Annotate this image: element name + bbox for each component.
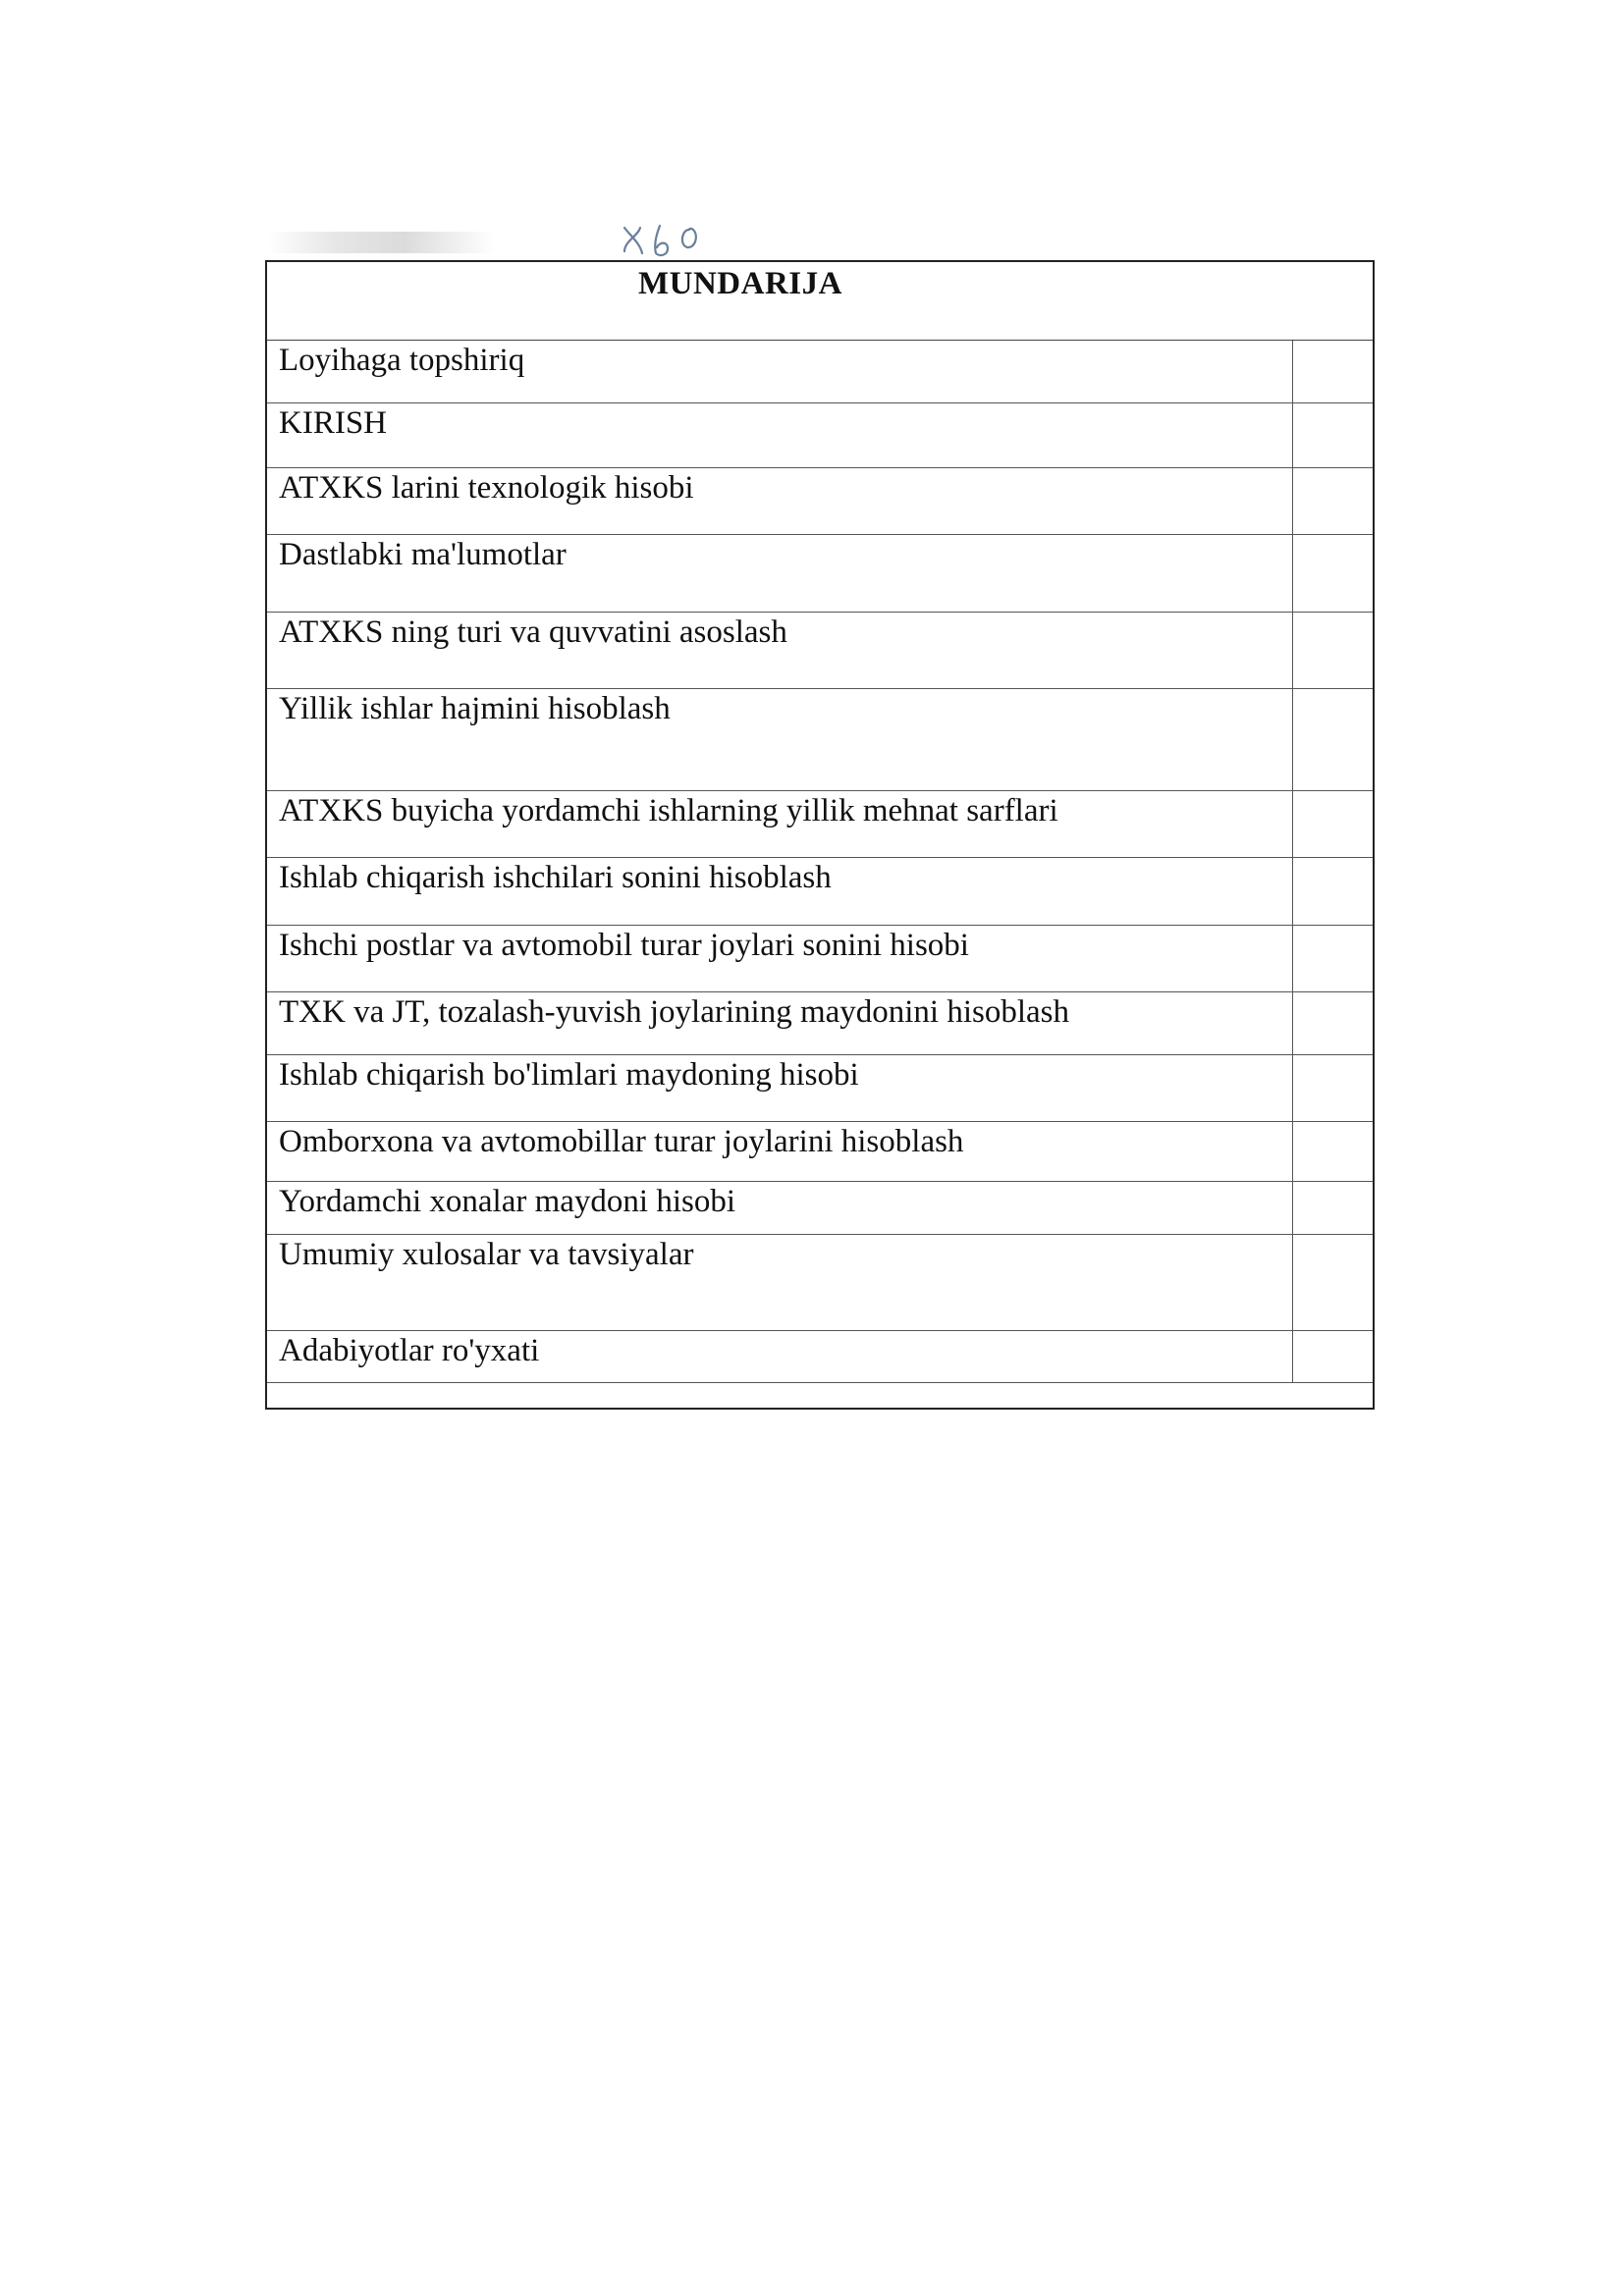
toc-page-number bbox=[1292, 1122, 1373, 1181]
toc-row bbox=[267, 403, 1373, 468]
toc-row bbox=[267, 1182, 1373, 1235]
toc-item-label: Umumiy xulosalar va tavsiyalar bbox=[279, 1237, 694, 1272]
toc-item-label: TXK va JT, tozalash-yuvish joylarining maydonini hisoblash bbox=[279, 994, 1070, 1030]
toc-item-label: Omborxona va avtomobillar turar joylarini hisoblash bbox=[279, 1124, 964, 1159]
toc-page-number bbox=[1292, 858, 1373, 925]
toc-item-label: KIRISH bbox=[279, 405, 388, 441]
toc-item-label: Ishlab chiqarish bo'limlari maydoning hisobi bbox=[279, 1057, 859, 1093]
toc-page-number bbox=[1292, 1055, 1373, 1121]
toc-item-label: Ishchi postlar va avtomobil turar joylari sonini hisobi bbox=[279, 928, 969, 963]
toc-page-number bbox=[1292, 926, 1373, 991]
toc-page-number bbox=[1292, 403, 1373, 467]
toc-footer bbox=[267, 1383, 1373, 1408]
toc-page-number bbox=[1292, 791, 1373, 857]
toc-row bbox=[267, 535, 1373, 613]
toc-item-label: Dastlabki ma'lumotlar bbox=[279, 537, 567, 572]
toc-item-label: ATXKS larini texnologik hisobi bbox=[279, 470, 694, 506]
toc-row bbox=[267, 341, 1373, 403]
toc-page-number bbox=[1292, 689, 1373, 790]
toc-header bbox=[267, 262, 1373, 341]
toc-page-number bbox=[1292, 535, 1373, 612]
toc-row bbox=[267, 1122, 1373, 1182]
handwritten-number-mark bbox=[619, 222, 717, 261]
toc-row bbox=[267, 791, 1373, 858]
toc-row bbox=[267, 926, 1373, 992]
toc-page-number bbox=[1292, 468, 1373, 534]
toc-row bbox=[267, 858, 1373, 926]
toc-page-number bbox=[1292, 1235, 1373, 1330]
toc-row bbox=[267, 1055, 1373, 1122]
table-of-contents bbox=[265, 260, 1375, 1410]
page-title: MUNDARIJA bbox=[638, 266, 842, 301]
toc-row bbox=[267, 1331, 1373, 1383]
toc-item-label: Adabiyotlar ro'yxati bbox=[279, 1333, 540, 1368]
toc-page-number bbox=[1292, 341, 1373, 402]
toc-item-label: ATXKS buyicha yordamchi ishlarning yillik mehnat sarflari bbox=[279, 793, 1058, 828]
toc-page-number bbox=[1292, 613, 1373, 688]
toc-item-label: Ishlab chiqarish ishchilari sonini hisoblash bbox=[279, 860, 832, 895]
toc-row bbox=[267, 689, 1373, 791]
toc-row bbox=[267, 992, 1373, 1055]
toc-item-label: ATXKS ning turi va quvvatini asoslash bbox=[279, 614, 787, 650]
scan-smudge bbox=[267, 232, 495, 253]
toc-item-label: Yordamchi xonalar maydoni hisobi bbox=[279, 1184, 736, 1219]
toc-page-number bbox=[1292, 992, 1373, 1054]
toc-item-label: Yillik ishlar hajmini hisoblash bbox=[279, 691, 671, 726]
toc-page-number bbox=[1292, 1182, 1373, 1234]
toc-row bbox=[267, 468, 1373, 535]
toc-row bbox=[267, 613, 1373, 689]
toc-item-label: Loyihaga topshiriq bbox=[279, 343, 525, 378]
toc-row bbox=[267, 1235, 1373, 1331]
toc-page-number bbox=[1292, 1331, 1373, 1382]
